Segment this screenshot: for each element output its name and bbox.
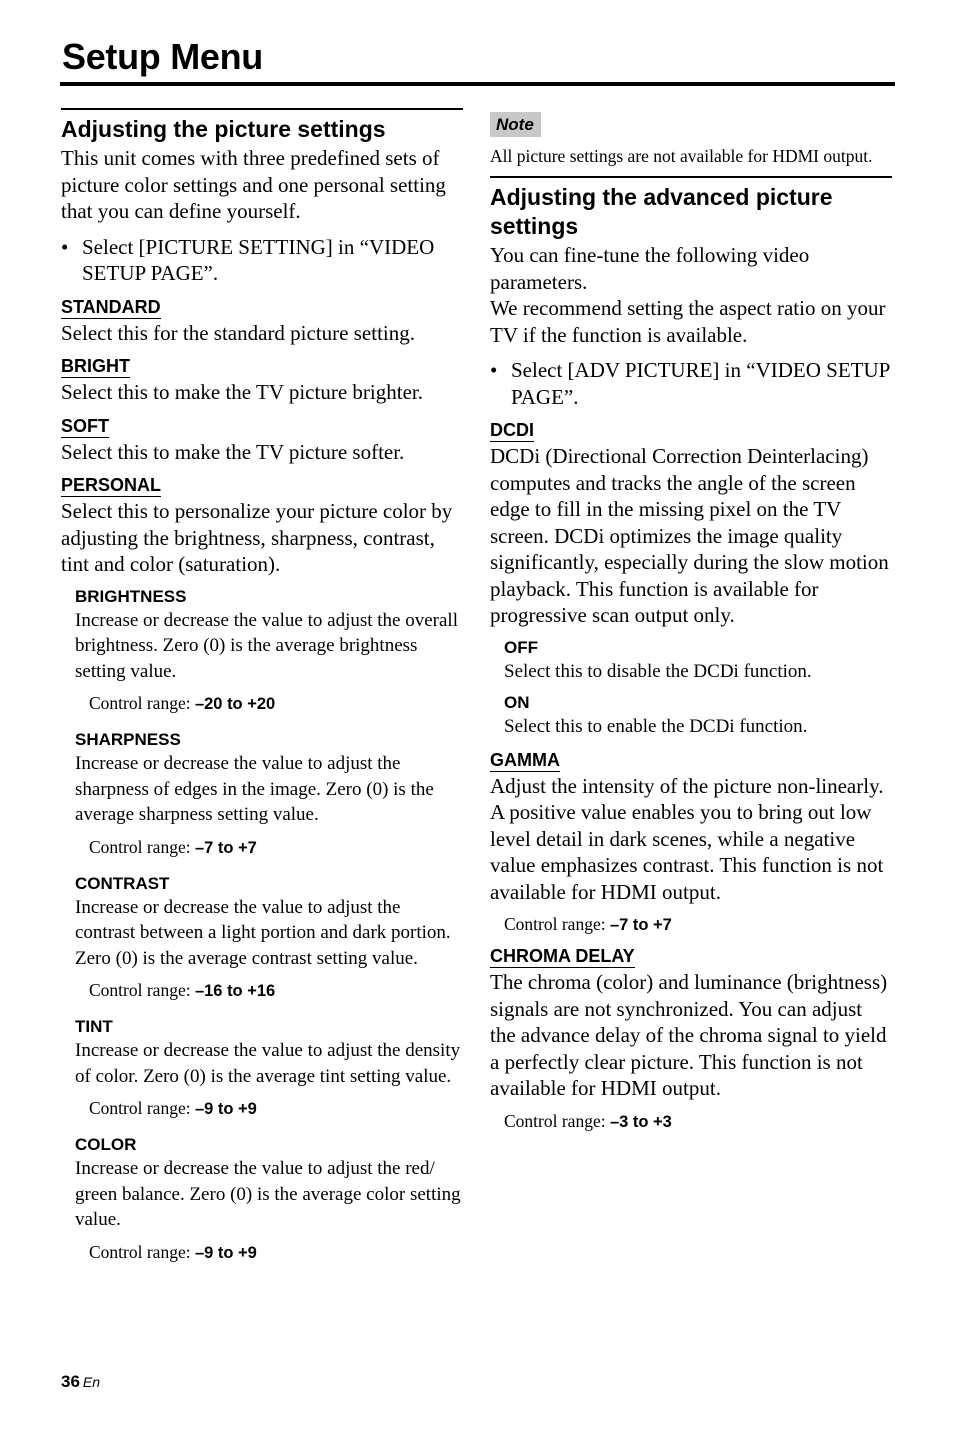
- subsetting-text-sharpness: Increase or decrease the value to adjust the sharpness of edges in the image. Zero (0) is the average sharpness setting value.: [75, 753, 434, 825]
- advanced-intro-2: We recommend setting the aspect ratio on your TV if the function is available.: [490, 296, 886, 347]
- left-column: [61, 108, 463, 1264]
- subsetting-label-brightness: BRIGHTNESS: [75, 586, 187, 606]
- section-heading-advanced-picture: Adjusting the advanced picture settings: [490, 176, 892, 241]
- note-label: Note: [490, 112, 541, 137]
- option-text-bright: Select this to make the TV picture brighter.: [61, 380, 423, 404]
- range-prefix: Control range:: [504, 914, 610, 934]
- dcdi-suboptions: [504, 637, 892, 740]
- option-text-dcdi: DCDi (Directional Correction Deinterlacing) computes and tracks the angle of the screen edge to fill in the missing pixel on the TV screen. DCDi optimizes the image quality significantly, especially during the slow motion playback. This function is available for progressive scan output only.: [490, 444, 889, 627]
- bullet-dot: •: [61, 234, 69, 259]
- label-wrap: [490, 410, 892, 442]
- range-value: –7 to +7: [194, 838, 257, 857]
- personal-subsettings: [75, 586, 463, 1264]
- option-text-personal: Select this to personalize your picture color by adjusting the brightness, sharpness, contrast, tint and color (saturation).: [61, 499, 453, 576]
- control-range-gamma: [504, 913, 892, 936]
- option-text-standard: Select this for the standard picture setting.: [61, 320, 415, 345]
- subsetting-label-color: COLOR: [75, 1135, 137, 1154]
- range-value: –9 to +9: [194, 1100, 257, 1118]
- control-range-brightness: [89, 692, 463, 715]
- picture-settings-intro: This unit comes with three predefined sets of picture color settings and one personal setting that you can define yourself.: [61, 146, 446, 223]
- option-text-chroma-delay: The chroma (color) and luminance (brightness) signals are not synchronized. You can adjust the advance delay of the chroma signal to yield a perfectly clear picture. This function is not available for HDMI output.: [490, 970, 888, 1100]
- advanced-intro-1: You can fine-tune the following video parameters.: [490, 243, 810, 294]
- right-column: [490, 112, 892, 1133]
- label-wrap: [61, 465, 463, 497]
- bullet-text: Select [ADV PICTURE] in “VIDEO SETUP PAGE”.: [511, 358, 890, 409]
- page-language: En: [82, 1374, 101, 1390]
- range-prefix: Control range:: [504, 1110, 610, 1131]
- picture-settings-bullet: [61, 234, 463, 287]
- subsetting-text-contrast: Increase or decrease the value to adjust the contrast between a light portion and dark portion. Zero (0) is the average contrast setting value.: [75, 896, 451, 969]
- subsetting-text-tint: Increase or decrease the value to adjust the density of color. Zero (0) is the average tint setting value.: [75, 1040, 461, 1087]
- page-title: Setup Menu: [62, 36, 263, 77]
- subsetting-label-tint: TINT: [75, 1017, 113, 1036]
- section-heading-picture-settings: Adjusting the picture settings: [61, 108, 463, 144]
- control-range-tint: [89, 1097, 463, 1120]
- bullet-dot: •: [490, 358, 498, 382]
- range-prefix: Control range:: [89, 693, 195, 713]
- dcdi-text-on: Select this to enable the DCDi function.: [504, 716, 808, 737]
- option-label-chroma-delay: CHROMA DELAY: [490, 946, 635, 966]
- option-label-gamma: GAMMA: [490, 749, 560, 770]
- option-label-personal: PERSONAL: [61, 475, 162, 495]
- dcdi-text-off: Select this to disable the DCDi function.: [504, 660, 812, 682]
- dcdi-label-on: ON: [504, 693, 530, 712]
- option-label-bright: BRIGHT: [61, 356, 130, 376]
- dcdi-label-off: OFF: [504, 637, 538, 657]
- range-value: –9 to +9: [194, 1243, 257, 1262]
- range-prefix: Control range:: [89, 1241, 195, 1262]
- label-wrap: [61, 287, 463, 319]
- range-value: –20 to +20: [194, 695, 276, 713]
- range-value: –16 to +16: [194, 982, 276, 1000]
- range-prefix: Control range:: [89, 980, 195, 1000]
- label-wrap: [490, 936, 892, 968]
- title-rule: [60, 82, 895, 86]
- option-text-gamma: Adjust the intensity of the picture non-linearly. A positive value enables you to bring out low level detail in dark scenes, while a negative value emphasizes contrast. This function is not available for HDMI output.: [490, 773, 884, 904]
- advanced-bullet: [490, 357, 892, 410]
- subsetting-text-color: Increase or decrease the value to adjust the red/ green balance. Zero (0) is the average color setting value.: [75, 1158, 461, 1230]
- label-wrap: [61, 406, 463, 438]
- note-text: All picture settings are not available for HDMI output.: [490, 146, 873, 166]
- control-range-color: [89, 1241, 463, 1264]
- control-range-chroma-delay: [504, 1110, 892, 1133]
- option-label-soft: SOFT: [61, 415, 109, 436]
- subsetting-label-contrast: CONTRAST: [75, 873, 170, 893]
- label-wrap: [61, 346, 463, 378]
- option-label-dcdi: DCDI: [490, 420, 534, 440]
- control-range-contrast: [89, 979, 463, 1002]
- range-prefix: Control range:: [89, 836, 195, 857]
- label-wrap: [490, 740, 892, 772]
- range-value: –7 to +7: [609, 916, 672, 934]
- bullet-text: Select [PICTURE SETTING] in “VIDEO SETUP PAGE”.: [82, 234, 435, 285]
- page-number-value: 36: [61, 1372, 80, 1391]
- option-label-standard: STANDARD: [61, 296, 161, 317]
- option-text-soft: Select this to make the TV picture softer.: [61, 439, 405, 464]
- range-prefix: Control range:: [89, 1098, 195, 1118]
- range-value: –3 to +3: [609, 1112, 672, 1131]
- control-range-sharpness: [89, 836, 463, 859]
- subsetting-text-brightness: Increase or decrease the value to adjust the overall brightness. Zero (0) is the average brightness setting value.: [75, 609, 458, 682]
- subsetting-label-sharpness: SHARPNESS: [75, 730, 181, 749]
- page-number: [61, 1371, 100, 1393]
